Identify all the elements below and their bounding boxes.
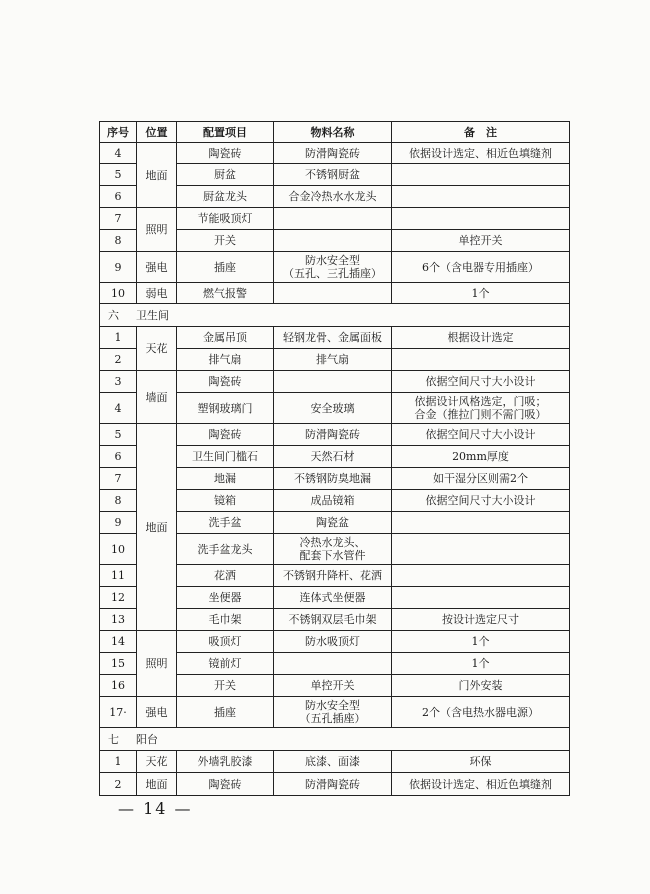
cell-material: 防水安全型 （五孔、三孔插座） bbox=[274, 252, 392, 283]
cell-remark: 1个 bbox=[392, 283, 570, 304]
cell-remark bbox=[392, 349, 570, 371]
cell-material: 不锈钢升降杆、花洒 bbox=[274, 565, 392, 587]
cell-remark: 1个 bbox=[392, 631, 570, 653]
cell-remark: 依据空间尺寸大小设计 bbox=[392, 424, 570, 446]
table-row bbox=[100, 697, 570, 728]
section-title: 阳台 bbox=[136, 732, 158, 746]
cell-no: 1 bbox=[100, 327, 137, 349]
header-remark: 备 注 bbox=[392, 122, 570, 143]
cell-item: 毛巾架 bbox=[177, 609, 274, 631]
cell-no: 17· bbox=[100, 697, 137, 728]
cell-position: 墙面 bbox=[137, 371, 177, 424]
table-row bbox=[100, 424, 570, 446]
cell-material bbox=[274, 653, 392, 675]
cell-position: 地面 bbox=[137, 424, 177, 631]
cell-item: 排气扇 bbox=[177, 349, 274, 371]
cell-no: 1 bbox=[100, 751, 137, 773]
table-row bbox=[100, 631, 570, 653]
cell-item: 镜箱 bbox=[177, 490, 274, 512]
cell-item: 燃气报警 bbox=[177, 283, 274, 304]
cell-item: 花洒 bbox=[177, 565, 274, 587]
header-item: 配置项目 bbox=[177, 122, 274, 143]
cell-material: 安全玻璃 bbox=[274, 393, 392, 424]
cell-remark bbox=[392, 512, 570, 534]
cell-remark: 依据空间尺寸大小设计 bbox=[392, 490, 570, 512]
cell-no: 5 bbox=[100, 424, 137, 446]
cell-item: 洗手盆 bbox=[177, 512, 274, 534]
cell-no: 10 bbox=[100, 534, 137, 565]
cell-position: 天花 bbox=[137, 327, 177, 371]
cell-remark: 6个（含电器专用插座） bbox=[392, 252, 570, 283]
cell-remark bbox=[392, 587, 570, 609]
section-heading bbox=[100, 304, 570, 327]
cell-position: 照明 bbox=[137, 208, 177, 252]
cell-remark: 依据设计选定、相近色填缝剂 bbox=[392, 143, 570, 164]
cell-no: 11 bbox=[100, 565, 137, 587]
cell-no: 9 bbox=[100, 252, 137, 283]
cell-no: 16 bbox=[100, 675, 137, 697]
table-row bbox=[100, 143, 570, 164]
cell-material: 轻钢龙骨、金属面板 bbox=[274, 327, 392, 349]
cell-item: 卫生间门槛石 bbox=[177, 446, 274, 468]
cell-material: 陶瓷盆 bbox=[274, 512, 392, 534]
cell-material: 底漆、面漆 bbox=[274, 751, 392, 773]
section-row bbox=[100, 728, 570, 751]
cell-remark: 1个 bbox=[392, 653, 570, 675]
table-row bbox=[100, 327, 570, 349]
cell-remark bbox=[392, 565, 570, 587]
cell-position: 强电 bbox=[137, 697, 177, 728]
cell-no: 13 bbox=[100, 609, 137, 631]
cell-remark bbox=[392, 208, 570, 230]
cell-item: 金属吊顶 bbox=[177, 327, 274, 349]
cell-remark bbox=[392, 186, 570, 208]
cell-item: 吸顶灯 bbox=[177, 631, 274, 653]
cell-no: 6 bbox=[100, 446, 137, 468]
cell-material: 冷热水龙头、 配套下水管件 bbox=[274, 534, 392, 565]
cell-item: 地漏 bbox=[177, 468, 274, 490]
cell-position: 照明 bbox=[137, 631, 177, 697]
section-number: 六 bbox=[108, 308, 119, 322]
cell-no: 8 bbox=[100, 230, 137, 252]
cell-position: 弱电 bbox=[137, 283, 177, 304]
table-row bbox=[100, 371, 570, 393]
cell-remark: 单控开关 bbox=[392, 230, 570, 252]
cell-item: 开关 bbox=[177, 675, 274, 697]
cell-no: 4 bbox=[100, 393, 137, 424]
cell-material: 不锈钢防臭地漏 bbox=[274, 468, 392, 490]
cell-remark: 2个（含电热水器电源） bbox=[392, 697, 570, 728]
cell-remark: 依据设计选定、相近色填缝剂 bbox=[392, 773, 570, 796]
cell-item: 插座 bbox=[177, 252, 274, 283]
cell-item: 节能吸顶灯 bbox=[177, 208, 274, 230]
cell-material: 防滑陶瓷砖 bbox=[274, 773, 392, 796]
cell-no: 9 bbox=[100, 512, 137, 534]
cell-position: 地面 bbox=[137, 773, 177, 796]
header-no: 序号 bbox=[100, 122, 137, 143]
cell-position: 强电 bbox=[137, 252, 177, 283]
cell-item: 陶瓷砖 bbox=[177, 143, 274, 164]
cell-no: 2 bbox=[100, 349, 137, 371]
table-header-row bbox=[100, 122, 570, 143]
cell-remark: 根据设计选定 bbox=[392, 327, 570, 349]
cell-no: 14 bbox=[100, 631, 137, 653]
cell-material: 不锈钢双层毛巾架 bbox=[274, 609, 392, 631]
cell-no: 5 bbox=[100, 164, 137, 186]
cell-no: 10 bbox=[100, 283, 137, 304]
cell-material: 不锈钢厨盆 bbox=[274, 164, 392, 186]
cell-item: 开关 bbox=[177, 230, 274, 252]
section-title: 卫生间 bbox=[136, 308, 169, 322]
cell-no: 12 bbox=[100, 587, 137, 609]
cell-position: 天花 bbox=[137, 751, 177, 773]
cell-no: 8 bbox=[100, 490, 137, 512]
cell-material: 防水吸顶灯 bbox=[274, 631, 392, 653]
header-position: 位置 bbox=[137, 122, 177, 143]
cell-item: 塑钢玻璃门 bbox=[177, 393, 274, 424]
cell-item: 镜前灯 bbox=[177, 653, 274, 675]
page-number: — 14 — bbox=[118, 799, 193, 818]
cell-material: 连体式坐便器 bbox=[274, 587, 392, 609]
cell-no: 2 bbox=[100, 773, 137, 796]
cell-material: 成品镜箱 bbox=[274, 490, 392, 512]
cell-no: 15 bbox=[100, 653, 137, 675]
cell-item: 陶瓷砖 bbox=[177, 773, 274, 796]
cell-item: 洗手盆龙头 bbox=[177, 534, 274, 565]
table-row bbox=[100, 252, 570, 283]
cell-material: 单控开关 bbox=[274, 675, 392, 697]
section-number: 七 bbox=[108, 732, 119, 746]
section-heading bbox=[100, 728, 570, 751]
cell-no: 7 bbox=[100, 208, 137, 230]
cell-remark: 依据设计风格选定，门吸； 合金（推拉门则不需门吸） bbox=[392, 393, 570, 424]
cell-material: 防滑陶瓷砖 bbox=[274, 424, 392, 446]
cell-material: 排气扇 bbox=[274, 349, 392, 371]
cell-item: 外墙乳胶漆 bbox=[177, 751, 274, 773]
cell-material: 合金冷热水水龙头 bbox=[274, 186, 392, 208]
cell-remark: 20mm厚度 bbox=[392, 446, 570, 468]
cell-remark bbox=[392, 164, 570, 186]
section-row bbox=[100, 304, 570, 327]
cell-item: 陶瓷砖 bbox=[177, 424, 274, 446]
cell-material bbox=[274, 371, 392, 393]
cell-material bbox=[274, 230, 392, 252]
cell-material bbox=[274, 208, 392, 230]
material-spec-table bbox=[99, 121, 570, 796]
cell-no: 4 bbox=[100, 143, 137, 164]
cell-item: 插座 bbox=[177, 697, 274, 728]
cell-no: 6 bbox=[100, 186, 137, 208]
table-row bbox=[100, 773, 570, 796]
cell-position: 地面 bbox=[137, 143, 177, 208]
table-row bbox=[100, 283, 570, 304]
table-row bbox=[100, 208, 570, 230]
cell-no: 7 bbox=[100, 468, 137, 490]
cell-item: 厨盆 bbox=[177, 164, 274, 186]
cell-remark bbox=[392, 534, 570, 565]
cell-material bbox=[274, 283, 392, 304]
cell-material: 防滑陶瓷砖 bbox=[274, 143, 392, 164]
cell-material: 天然石材 bbox=[274, 446, 392, 468]
cell-item: 陶瓷砖 bbox=[177, 371, 274, 393]
header-material: 物料名称 bbox=[274, 122, 392, 143]
cell-remark: 环保 bbox=[392, 751, 570, 773]
cell-remark: 如干湿分区则需2个 bbox=[392, 468, 570, 490]
cell-material: 防水安全型 （五孔插座） bbox=[274, 697, 392, 728]
cell-remark: 门外安装 bbox=[392, 675, 570, 697]
cell-remark: 依据空间尺寸大小设计 bbox=[392, 371, 570, 393]
cell-item: 厨盆龙头 bbox=[177, 186, 274, 208]
cell-remark: 按设计选定尺寸 bbox=[392, 609, 570, 631]
cell-no: 3 bbox=[100, 371, 137, 393]
table-row bbox=[100, 751, 570, 773]
cell-item: 坐便器 bbox=[177, 587, 274, 609]
